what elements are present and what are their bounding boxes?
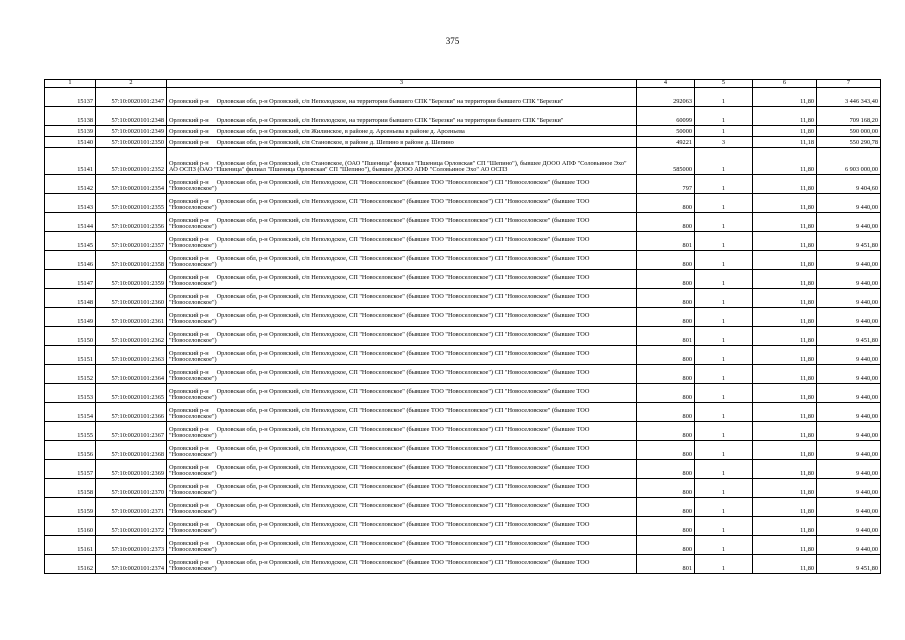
rate-cell: 11,80	[753, 555, 817, 574]
rate-cell: 11,80	[753, 175, 817, 194]
area-cell: 800	[637, 346, 695, 365]
area-cell: 800	[637, 213, 695, 232]
address-cell	[167, 88, 637, 107]
district-label: Орловский р-н	[169, 520, 209, 528]
district-label: Орловский р-н	[169, 178, 209, 186]
address-cell	[167, 107, 637, 126]
count-cell: 1	[695, 555, 753, 574]
address-cell	[167, 365, 637, 384]
sum-cell: 9 440,00	[817, 270, 881, 289]
area-cell: 801	[637, 555, 695, 574]
area-cell: 800	[637, 251, 695, 270]
area-cell: 801	[637, 327, 695, 346]
cadastral-number-cell: 57:10:0020101:2364	[96, 365, 167, 384]
address-cell	[167, 308, 637, 327]
address-cell	[167, 289, 637, 308]
count-cell: 1	[695, 403, 753, 422]
address-cell	[167, 460, 637, 479]
sum-cell: 9 440,00	[817, 441, 881, 460]
district-label: Орловский р-н	[169, 139, 209, 147]
row-number-cell: 15147	[45, 270, 96, 289]
address-text: Орловская обл, р-н Орловский, с/п Неполодское, СП "Новоселовское" (бывшее ТОО "Новоселовское") СП "Новоселовское" (бывшее ТОО "Новоселовское")	[169, 463, 590, 478]
district-label: Орловский р-н	[169, 482, 209, 490]
count-cell: 1	[695, 289, 753, 308]
table-row	[45, 107, 881, 126]
cadastral-number-cell: 57:10:0020101:2354	[96, 175, 167, 194]
area-cell: 800	[637, 517, 695, 536]
row-number-cell: 15140	[45, 137, 96, 148]
table-row	[45, 536, 881, 555]
cadastral-number-cell: 57:10:0020101:2356	[96, 213, 167, 232]
cadastral-number-cell: 57:10:0020101:2370	[96, 479, 167, 498]
district-label: Орловский р-н	[169, 330, 209, 338]
row-number-cell: 15139	[45, 126, 96, 137]
area-cell: 800	[637, 194, 695, 213]
address-text: Орловская обл, р-н Орловский, с/п Становское, (ОАО "Пшеница" филиал "Пшеница Орловская" СП "Шепино"), бывшее ДООО АПФ "Соловьиное Эхо" АО ОСПЗ (ОАО "Пшеница" филиал "Пшеница Орловская" СП "Шепино"), бывшее ДООО АПФ "Соловьиное Эхо" АО ОСПЗ	[169, 159, 627, 174]
district-label: Орловский р-н	[169, 216, 209, 224]
rate-cell: 11,80	[753, 232, 817, 251]
address-cell	[167, 126, 637, 137]
count-cell: 1	[695, 213, 753, 232]
address-text: Орловская обл, р-н Орловский, с/п Неполодское, СП "Новоселовское" (бывшее ТОО "Новоселовское") СП "Новоселовское" (бывшее ТОО "Новоселовское")	[169, 482, 590, 497]
cadastral-number-cell: 57:10:0020101:2359	[96, 270, 167, 289]
cadastral-number-cell: 57:10:0020101:2355	[96, 194, 167, 213]
address-text: Орловская обл, р-н Орловский, с/п Неполодское, СП "Новоселовское" (бывшее ТОО "Новоселовское") СП "Новоселовское" (бывшее ТОО "Новоселовское")	[169, 368, 590, 383]
district-label: Орловский р-н	[169, 128, 209, 136]
address-cell	[167, 555, 637, 574]
address-cell	[167, 175, 637, 194]
table-row	[45, 270, 881, 289]
area-cell: 800	[637, 536, 695, 555]
area-cell: 800	[637, 422, 695, 441]
row-number-cell: 15150	[45, 327, 96, 346]
area-cell: 800	[637, 308, 695, 327]
address-text: Орловская обл, р-н Орловский, с/п Неполодское, на территории бывшего СПК "Березки" на территории бывшего СПК "Березки"	[216, 117, 564, 125]
count-cell: 1	[695, 251, 753, 270]
address-cell	[167, 251, 637, 270]
address-cell	[167, 148, 637, 175]
count-cell: 1	[695, 498, 753, 517]
table-row	[45, 441, 881, 460]
district-label: Орловский р-н	[169, 425, 209, 433]
cadastral-number-cell: 57:10:0020101:2347	[96, 88, 167, 107]
area-cell: 800	[637, 365, 695, 384]
sum-cell: 9 451,80	[817, 555, 881, 574]
sum-cell: 9 440,00	[817, 536, 881, 555]
cadastral-number-cell: 57:10:0020101:2367	[96, 422, 167, 441]
count-cell: 1	[695, 175, 753, 194]
count-cell: 1	[695, 517, 753, 536]
rate-cell: 11,80	[753, 126, 817, 137]
rate-cell: 11,80	[753, 308, 817, 327]
table-row	[45, 517, 881, 536]
count-cell: 1	[695, 194, 753, 213]
page-number: 375	[445, 36, 460, 46]
area-cell: 800	[637, 384, 695, 403]
address-text: Орловская обл, р-н Орловский, с/п Неполодское, СП "Новоселовское" (бывшее ТОО "Новоселовское") СП "Новоселовское" (бывшее ТОО "Новоселовское")	[169, 330, 590, 345]
count-cell: 1	[695, 232, 753, 251]
address-cell	[167, 270, 637, 289]
address-text: Орловская обл, р-н Орловский, с/п Жилинское, в районе д. Арсеньева в районе д. Арсеньева	[216, 128, 465, 136]
column-header: 7	[817, 80, 881, 88]
district-label: Орловский р-н	[169, 292, 209, 300]
column-header: 5	[695, 80, 753, 88]
cadastral-number-cell: 57:10:0020101:2372	[96, 517, 167, 536]
column-header: 6	[753, 80, 817, 88]
table-row	[45, 137, 881, 148]
cadastral-number-cell: 57:10:0020101:2350	[96, 137, 167, 148]
count-cell: 1	[695, 441, 753, 460]
rate-cell: 11,80	[753, 213, 817, 232]
area-cell: 800	[637, 498, 695, 517]
row-number-cell: 15141	[45, 148, 96, 175]
address-text: Орловская обл, р-н Орловский, с/п Неполодское, СП "Новоселовское" (бывшее ТОО "Новоселовское") СП "Новоселовское" (бывшее ТОО "Новоселовское")	[169, 444, 590, 459]
address-cell	[167, 213, 637, 232]
table-row	[45, 126, 881, 137]
address-cell	[167, 403, 637, 422]
sum-cell: 9 440,00	[817, 365, 881, 384]
sum-cell: 9 451,80	[817, 327, 881, 346]
address-cell	[167, 536, 637, 555]
sum-cell: 9 404,60	[817, 175, 881, 194]
sum-cell: 9 440,00	[817, 289, 881, 308]
table-row	[45, 232, 881, 251]
area-cell: 800	[637, 289, 695, 308]
district-label: Орловский р-н	[169, 98, 209, 106]
cadastral-number-cell: 57:10:0020101:2363	[96, 346, 167, 365]
sum-cell: 9 451,80	[817, 232, 881, 251]
cadastral-number-cell: 57:10:0020101:2368	[96, 441, 167, 460]
cadastral-number-cell: 57:10:0020101:2352	[96, 148, 167, 175]
table-row	[45, 194, 881, 213]
district-label: Орловский р-н	[169, 387, 209, 395]
rate-cell: 11,80	[753, 384, 817, 403]
row-number-cell: 15158	[45, 479, 96, 498]
district-label: Орловский р-н	[169, 444, 209, 452]
table-row	[45, 327, 881, 346]
area-cell: 585000	[637, 148, 695, 175]
address-cell	[167, 441, 637, 460]
row-number-cell: 15159	[45, 498, 96, 517]
district-label: Орловский р-н	[169, 368, 209, 376]
rate-cell: 11,80	[753, 148, 817, 175]
table-row	[45, 365, 881, 384]
sum-cell: 550 290,78	[817, 137, 881, 148]
rate-cell: 11,80	[753, 422, 817, 441]
district-label: Орловский р-н	[169, 558, 209, 566]
area-cell: 800	[637, 441, 695, 460]
district-label: Орловский р-н	[169, 159, 209, 167]
address-text: Орловская обл, р-н Орловский, с/п Неполодское, СП "Новоселовское" (бывшее ТОО "Новоселовское") СП "Новоселовское" (бывшее ТОО "Новоселовское")	[169, 216, 590, 231]
rate-cell: 11,80	[753, 88, 817, 107]
area-cell: 50000	[637, 126, 695, 137]
row-number-cell: 15154	[45, 403, 96, 422]
count-cell: 1	[695, 384, 753, 403]
area-cell: 800	[637, 460, 695, 479]
district-label: Орловский р-н	[169, 539, 209, 547]
district-label: Орловский р-н	[169, 254, 209, 262]
address-cell	[167, 479, 637, 498]
cadastral-number-cell: 57:10:0020101:2362	[96, 327, 167, 346]
rate-cell: 11,80	[753, 194, 817, 213]
row-number-cell: 15151	[45, 346, 96, 365]
rate-cell: 11,80	[753, 403, 817, 422]
rate-cell: 11,80	[753, 536, 817, 555]
rate-cell: 11,80	[753, 346, 817, 365]
count-cell: 1	[695, 148, 753, 175]
row-number-cell: 15137	[45, 88, 96, 107]
table-row	[45, 555, 881, 574]
district-label: Орловский р-н	[169, 463, 209, 471]
sum-cell: 9 440,00	[817, 422, 881, 441]
sum-cell: 9 440,00	[817, 194, 881, 213]
address-text: Орловская обл, р-н Орловский, с/п Неполодское, СП "Новоселовское" (бывшее ТОО "Новоселовское") СП "Новоселовское" (бывшее ТОО "Новоселовское")	[169, 558, 590, 573]
district-label: Орловский р-н	[169, 349, 209, 357]
address-text: Орловская обл, р-н Орловский, с/п Становское, в районе д. Шепино в районе д. Шепино	[216, 139, 454, 147]
address-text: Орловская обл, р-н Орловский, с/п Неполодское, СП "Новоселовское" (бывшее ТОО "Новоселовское") СП "Новоселовское" (бывшее ТОО "Новоселовское")	[169, 235, 590, 250]
address-text: Орловская обл, р-н Орловский, с/п Неполодское, СП "Новоселовское" (бывшее ТОО "Новоселовское") СП "Новоселовское" (бывшее ТОО "Новоселовское")	[169, 406, 590, 421]
address-cell	[167, 137, 637, 148]
address-cell	[167, 384, 637, 403]
address-cell	[167, 422, 637, 441]
row-number-cell: 15152	[45, 365, 96, 384]
cadastral-number-cell: 57:10:0020101:2349	[96, 126, 167, 137]
address-cell	[167, 194, 637, 213]
rate-cell: 11,80	[753, 365, 817, 384]
cadastral-number-cell: 57:10:0020101:2374	[96, 555, 167, 574]
sum-cell: 3 446 343,40	[817, 88, 881, 107]
address-text: Орловская обл, р-н Орловский, с/п Неполодское, СП "Новоселовское" (бывшее ТОО "Новоселовское") СП "Новоселовское" (бывшее ТОО "Новоселовское")	[169, 349, 590, 364]
rate-cell: 11,80	[753, 479, 817, 498]
area-cell: 800	[637, 270, 695, 289]
row-number-cell: 15157	[45, 460, 96, 479]
count-cell: 3	[695, 137, 753, 148]
rate-cell: 11,80	[753, 517, 817, 536]
address-text: Орловская обл, р-н Орловский, с/п Неполодское, СП "Новоселовское" (бывшее ТОО "Новоселовское") СП "Новоселовское" (бывшее ТОО "Новоселовское")	[169, 292, 590, 307]
table-row	[45, 403, 881, 422]
table-row	[45, 422, 881, 441]
table-row	[45, 346, 881, 365]
row-number-cell: 15143	[45, 194, 96, 213]
table-row	[45, 175, 881, 194]
rate-cell: 11,18	[753, 137, 817, 148]
area-cell: 49221	[637, 137, 695, 148]
count-cell: 1	[695, 107, 753, 126]
sum-cell: 9 440,00	[817, 498, 881, 517]
column-header: 2	[96, 80, 167, 88]
cadastral-number-cell: 57:10:0020101:2360	[96, 289, 167, 308]
row-number-cell: 15146	[45, 251, 96, 270]
count-cell: 1	[695, 88, 753, 107]
count-cell: 1	[695, 308, 753, 327]
cadastral-number-cell: 57:10:0020101:2369	[96, 460, 167, 479]
sum-cell: 9 440,00	[817, 346, 881, 365]
rate-cell: 11,80	[753, 441, 817, 460]
address-text: Орловская обл, р-н Орловский, с/п Неполодское, СП "Новоселовское" (бывшее ТОО "Новоселовское") СП "Новоселовское" (бывшее ТОО "Новоселовское")	[169, 501, 590, 516]
count-cell: 1	[695, 346, 753, 365]
table-row	[45, 498, 881, 517]
row-number-cell: 15142	[45, 175, 96, 194]
sum-cell: 9 440,00	[817, 251, 881, 270]
address-text: Орловская обл, р-н Орловский, с/п Неполодское, СП "Новоселовское" (бывшее ТОО "Новоселовское") СП "Новоселовское" (бывшее ТОО "Новоселовское")	[169, 273, 590, 288]
row-number-cell: 15160	[45, 517, 96, 536]
district-label: Орловский р-н	[169, 273, 209, 281]
count-cell: 1	[695, 422, 753, 441]
rate-cell: 11,80	[753, 460, 817, 479]
address-cell	[167, 327, 637, 346]
cadastral-number-cell: 57:10:0020101:2373	[96, 536, 167, 555]
sum-cell: 9 440,00	[817, 213, 881, 232]
rate-cell: 11,80	[753, 327, 817, 346]
table-row	[45, 289, 881, 308]
address-text: Орловская обл, р-н Орловский, с/п Неполодское, СП "Новоселовское" (бывшее ТОО "Новоселовское") СП "Новоселовское" (бывшее ТОО "Новоселовское")	[169, 254, 590, 269]
cadastral-number-cell: 57:10:0020101:2366	[96, 403, 167, 422]
row-number-cell: 15161	[45, 536, 96, 555]
cadastral-number-cell: 57:10:0020101:2357	[96, 232, 167, 251]
address-text: Орловская обл, р-н Орловский, с/п Неполодское, СП "Новоселовское" (бывшее ТОО "Новоселовское") СП "Новоселовское" (бывшее ТОО "Новоселовское")	[169, 197, 590, 212]
rate-cell: 11,80	[753, 498, 817, 517]
address-text: Орловская обл, р-н Орловский, с/п Неполодское, СП "Новоселовское" (бывшее ТОО "Новоселовское") СП "Новоселовское" (бывшее ТОО "Новоселовское")	[169, 311, 590, 326]
sum-cell: 9 440,00	[817, 460, 881, 479]
area-cell: 800	[637, 479, 695, 498]
sum-cell: 6 903 000,00	[817, 148, 881, 175]
district-label: Орловский р-н	[169, 501, 209, 509]
sum-cell: 709 168,20	[817, 107, 881, 126]
area-cell: 60099	[637, 107, 695, 126]
count-cell: 1	[695, 270, 753, 289]
cadastral-number-cell: 57:10:0020101:2358	[96, 251, 167, 270]
address-text: Орловская обл, р-н Орловский, с/п Неполодское, СП "Новоселовское" (бывшее ТОО "Новоселовское") СП "Новоселовское" (бывшее ТОО "Новоселовское")	[169, 539, 590, 554]
address-cell	[167, 232, 637, 251]
row-number-cell: 15162	[45, 555, 96, 574]
row-number-cell: 15145	[45, 232, 96, 251]
cadastral-number-cell: 57:10:0020101:2371	[96, 498, 167, 517]
sum-cell: 590 000,00	[817, 126, 881, 137]
count-cell: 1	[695, 365, 753, 384]
area-cell: 292063	[637, 88, 695, 107]
rate-cell: 11,80	[753, 251, 817, 270]
cadastral-number-cell: 57:10:0020101:2365	[96, 384, 167, 403]
table-row	[45, 460, 881, 479]
table-row	[45, 148, 881, 175]
table-row	[45, 213, 881, 232]
column-header: 3	[167, 80, 637, 88]
cadastral-number-cell: 57:10:0020101:2361	[96, 308, 167, 327]
rate-cell: 11,80	[753, 107, 817, 126]
district-label: Орловский р-н	[169, 311, 209, 319]
address-text: Орловская обл, р-н Орловский, с/п Неполодское, СП "Новоселовское" (бывшее ТОО "Новоселовское") СП "Новоселовское" (бывшее ТОО "Новоселовское")	[169, 387, 590, 402]
address-cell	[167, 498, 637, 517]
district-label: Орловский р-н	[169, 197, 209, 205]
count-cell: 1	[695, 479, 753, 498]
land-table	[44, 79, 881, 574]
sum-cell: 9 440,00	[817, 308, 881, 327]
row-number-cell: 15156	[45, 441, 96, 460]
sum-cell: 9 440,00	[817, 517, 881, 536]
row-number-cell: 15155	[45, 422, 96, 441]
row-number-cell: 15138	[45, 107, 96, 126]
address-text: Орловская обл, р-н Орловский, с/п Неполодское, СП "Новоселовское" (бывшее ТОО "Новоселовское") СП "Новоселовское" (бывшее ТОО "Новоселовское")	[169, 520, 590, 535]
count-cell: 1	[695, 460, 753, 479]
sum-cell: 9 440,00	[817, 479, 881, 498]
address-text: Орловская обл, р-н Орловский, с/п Неполодское, на территории бывшего СПК "Березки" на территории бывшего СПК "Березки"	[216, 98, 564, 106]
row-number-cell: 15148	[45, 289, 96, 308]
table-row	[45, 88, 881, 107]
area-cell: 800	[637, 403, 695, 422]
sum-cell: 9 440,00	[817, 384, 881, 403]
table-row	[45, 308, 881, 327]
table-row	[45, 384, 881, 403]
area-cell: 797	[637, 175, 695, 194]
rate-cell: 11,80	[753, 270, 817, 289]
district-label: Орловский р-н	[169, 117, 209, 125]
area-cell: 801	[637, 232, 695, 251]
row-number-cell: 15153	[45, 384, 96, 403]
column-header: 1	[45, 80, 96, 88]
address-text: Орловская обл, р-н Орловский, с/п Неполодское, СП "Новоселовское" (бывшее ТОО "Новоселовское") СП "Новоселовское" (бывшее ТОО "Новоселовское")	[169, 425, 590, 440]
district-label: Орловский р-н	[169, 235, 209, 243]
address-text: Орловская обл, р-н Орловский, с/п Неполодское, СП "Новоселовское" (бывшее ТОО "Новоселовское") СП "Новоселовское" (бывшее ТОО "Новоселовское")	[169, 178, 590, 193]
row-number-cell: 15149	[45, 308, 96, 327]
header-row	[45, 80, 881, 88]
table-row	[45, 251, 881, 270]
count-cell: 1	[695, 536, 753, 555]
table-row	[45, 479, 881, 498]
address-cell	[167, 517, 637, 536]
count-cell: 1	[695, 327, 753, 346]
column-header: 4	[637, 80, 695, 88]
count-cell: 1	[695, 126, 753, 137]
address-cell	[167, 346, 637, 365]
row-number-cell: 15144	[45, 213, 96, 232]
cadastral-number-cell: 57:10:0020101:2348	[96, 107, 167, 126]
sum-cell: 9 440,00	[817, 403, 881, 422]
rate-cell: 11,80	[753, 289, 817, 308]
district-label: Орловский р-н	[169, 406, 209, 414]
